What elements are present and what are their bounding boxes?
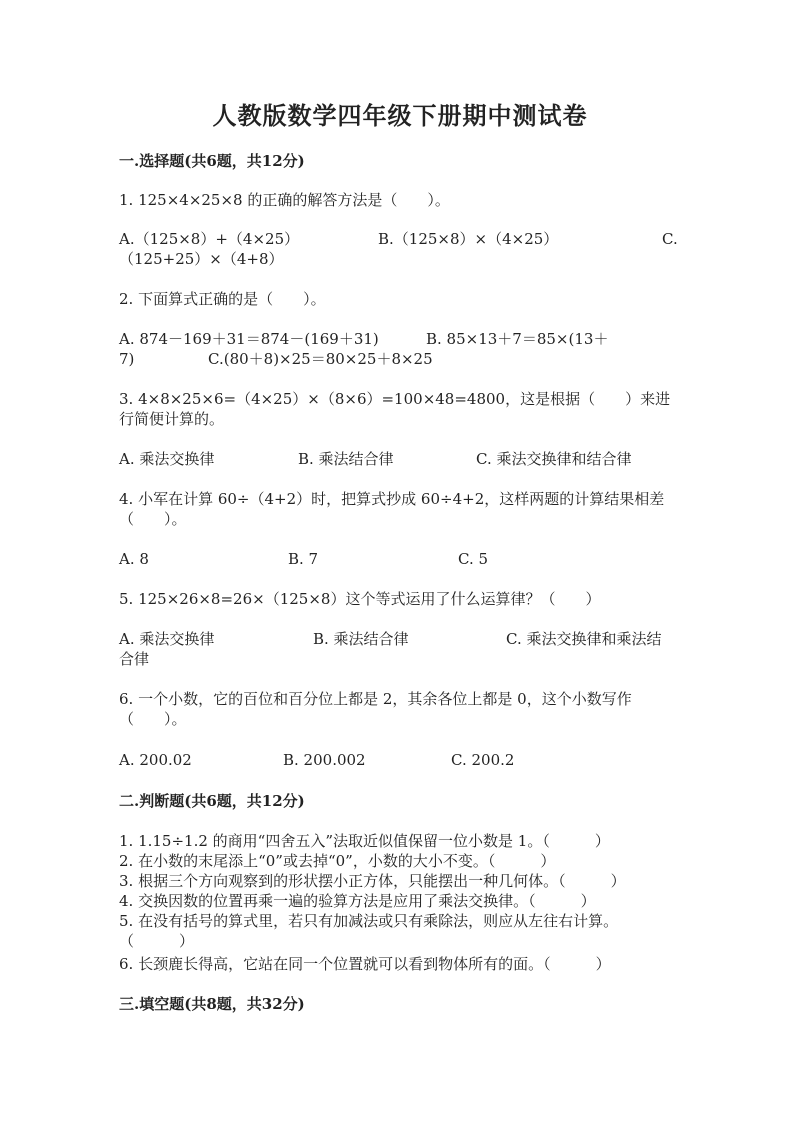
option-b: B. 7 <box>288 550 319 568</box>
judge-item: 1. 1.15÷1.2 的商用“四舍五入”法取近似值保留一位小数是 1。（ ） <box>119 832 610 850</box>
option-c: C. 5 <box>458 550 489 568</box>
section-heading-judge: 二.判断题(共6题，共12分) <box>119 792 305 810</box>
option-c-continued: 合律 <box>119 650 150 668</box>
option-b: B. 200.002 <box>283 751 366 769</box>
section-heading-fill: 三.填空题(共8题，共32分) <box>119 995 305 1013</box>
option-a: A. 乘法交换律 <box>119 450 215 468</box>
judge-item: 3. 根据三个方向观察到的形状摆小正方体，只能摆出一种几何体。（ ） <box>119 872 626 890</box>
question-stem: 3. 4×8×25×6=（4×25）×（8×6）=100×48=4800，这是根据（ ）来进 <box>119 390 671 408</box>
option-c: C. <box>662 230 678 248</box>
option-c: C. 乘法交换律和乘法结 <box>506 630 662 648</box>
judge-item: 4. 交换因数的位置再乘一遍的验算方法是应用了乘法交换律。（ ） <box>119 892 596 910</box>
option-c: C. 200.2 <box>451 751 515 769</box>
option-c: C.(80＋8)×25＝80×25＋8×25 <box>208 350 433 368</box>
question-stem-continued: 行简便计算的。 <box>119 410 225 428</box>
option-a: A. 8 <box>119 550 149 568</box>
option-a: A. 200.02 <box>119 751 192 769</box>
question-stem: 2. 下面算式正确的是（ ）。 <box>119 290 326 308</box>
question-stem: 5. 125×26×8=26×（125×8）这个等式运用了什么运算律？（ ） <box>119 590 601 608</box>
option-a: A. 乘法交换律 <box>119 630 215 648</box>
option-b: B. 乘法结合律 <box>298 450 394 468</box>
judge-item: 2. 在小数的末尾添上“0”或去掉“0”，小数的大小不变。（ ） <box>119 852 556 870</box>
option-b: B.（125×8）×（4×25） <box>378 230 559 248</box>
question-stem-continued: （ ）。 <box>119 510 187 528</box>
option-b-continued: 7) <box>119 350 135 368</box>
page-title: 人教版数学四年级下册期中测试卷 <box>212 101 588 130</box>
section-heading-choice: 一.选择题(共6题，共12分) <box>119 152 305 170</box>
option-b: B. 85×13＋7＝85×(13＋ <box>426 330 609 348</box>
option-a: A.（125×8）+（4×25） <box>119 230 300 248</box>
question-stem: 1. 125×4×25×8 的正确的解答方法是（ ）。 <box>119 191 450 209</box>
question-stem: 6. 一个小数，它的百位和百分位上都是 2，其余各位上都是 0，这个小数写作 <box>119 690 632 708</box>
option-c-continued: （125+25）×（4+8） <box>119 250 284 268</box>
question-stem: 4. 小军在计算 60÷（4+2）时，把算式抄成 60÷4+2，这样两题的计算结果相差 <box>119 490 665 508</box>
option-c: C. 乘法交换律和结合律 <box>476 450 632 468</box>
judge-item: 5. 在没有括号的算式里，若只有加减法或只有乘除法，则应从左往右计算。 <box>119 912 619 930</box>
option-b: B. 乘法结合律 <box>313 630 409 648</box>
option-a: A. 874－169＋31＝874－(169＋31) <box>119 330 379 348</box>
judge-item: 6. 长颈鹿长得高，它站在同一个位置就可以看到物体所有的面。（ ） <box>119 955 611 973</box>
judge-item-continued: （ ） <box>119 932 195 950</box>
question-stem-continued: （ ）。 <box>119 710 187 728</box>
